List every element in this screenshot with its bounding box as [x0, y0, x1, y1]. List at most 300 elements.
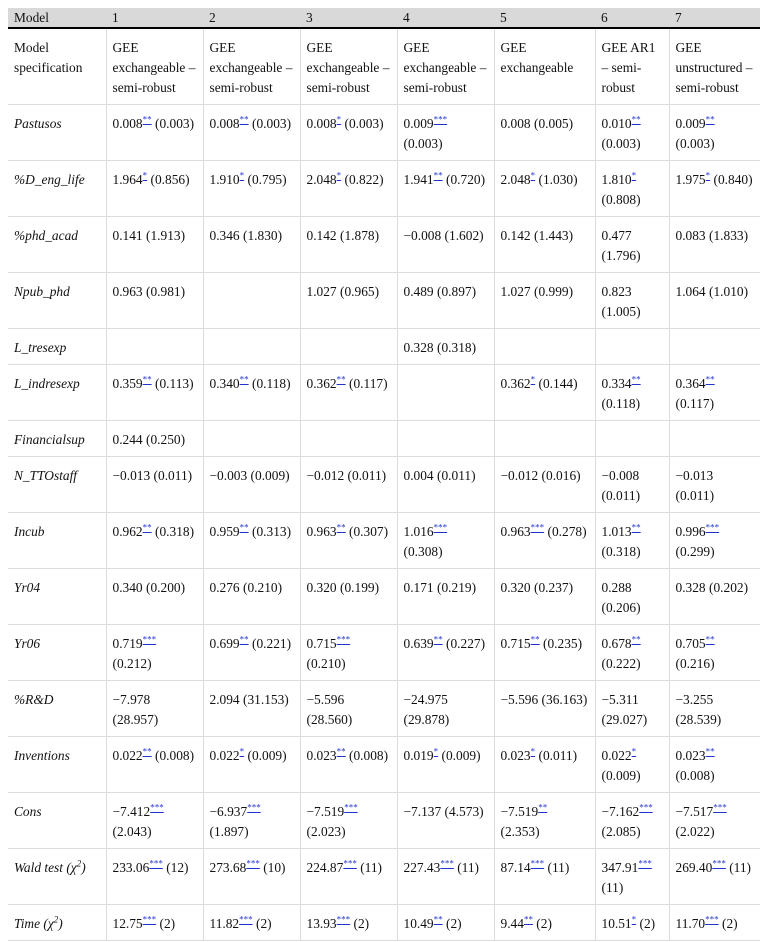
- value-cell: [300, 457, 397, 513]
- coefficient: 0.699: [209, 636, 240, 651]
- standard-error: (11): [729, 860, 751, 875]
- significance-footnote-link[interactable]: *: [705, 170, 711, 181]
- value-cell: [106, 513, 203, 569]
- value-cell: [494, 681, 595, 737]
- coefficient: 0.244: [112, 432, 143, 447]
- value-cell: [595, 793, 669, 849]
- standard-error: (0.003): [252, 116, 292, 131]
- coefficient: 0.023: [500, 748, 531, 763]
- standard-error: (0.008): [155, 748, 195, 763]
- coefficient: 0.715: [306, 636, 337, 651]
- standard-error: (0.011): [437, 468, 476, 483]
- coefficient: 13.93: [306, 916, 337, 931]
- standard-error: (36.163): [541, 692, 588, 707]
- significance-footnote-link[interactable]: *: [530, 170, 536, 181]
- significance-footnote-link[interactable]: *: [631, 914, 637, 925]
- significance-footnote-link[interactable]: **: [239, 634, 249, 645]
- coefficient: 0.008: [112, 116, 143, 131]
- value-cell: [106, 161, 203, 217]
- significance-footnote-link[interactable]: ***: [433, 522, 448, 533]
- significance-footnote-link[interactable]: **: [433, 634, 443, 645]
- standard-error: (0.221): [252, 636, 292, 651]
- value-cell: [106, 905, 203, 941]
- significance-footnote-link[interactable]: **: [705, 634, 715, 645]
- standard-error: (0.227): [446, 636, 486, 651]
- value-cell: [397, 681, 494, 737]
- row-label: %R&D: [8, 681, 106, 737]
- table-row: [8, 365, 760, 421]
- coefficient: 1.064: [675, 284, 706, 299]
- coefficient: 227.43: [403, 860, 441, 875]
- value-cell: [595, 625, 669, 681]
- significance-footnote-link[interactable]: *: [631, 746, 637, 757]
- standard-error: (12): [166, 860, 189, 875]
- value-cell: [300, 329, 397, 365]
- significance-footnote-link[interactable]: *: [530, 746, 536, 757]
- header-model-label: Model: [8, 8, 106, 28]
- standard-error: (0.313): [252, 524, 292, 539]
- significance-footnote-link[interactable]: ***: [530, 522, 545, 533]
- spec-cell: GEE exchangeable – semi-robust: [106, 28, 203, 105]
- significance-footnote-link[interactable]: **: [705, 374, 715, 385]
- significance-footnote-link[interactable]: **: [433, 914, 443, 925]
- standard-error: (2): [159, 916, 176, 931]
- table-row: [8, 329, 760, 365]
- value-cell: [397, 849, 494, 905]
- row-label: Financialsup: [8, 421, 106, 457]
- spec-cell: GEE exchangeable: [494, 28, 595, 105]
- table-row: [8, 217, 760, 273]
- significance-footnote-link[interactable]: ***: [149, 858, 163, 869]
- standard-error: (0.008): [349, 748, 389, 763]
- standard-error: (0.003): [344, 116, 384, 131]
- coefficient: 0.171: [403, 580, 434, 595]
- row-label: Yr06: [8, 625, 106, 681]
- standard-error: (31.153): [243, 692, 289, 707]
- spec-cell: GEE unstructured – semi-robust: [669, 28, 760, 105]
- value-cell: [397, 793, 494, 849]
- value-cell: [106, 737, 203, 793]
- coefficient: −7.162: [601, 804, 640, 819]
- significance-footnote-link[interactable]: ***: [713, 802, 727, 813]
- standard-error: (2): [256, 916, 272, 931]
- standard-error: (1.602): [444, 228, 484, 243]
- standard-error: (0.720): [446, 172, 486, 187]
- value-cell: [494, 625, 595, 681]
- value-cell: [300, 365, 397, 421]
- table-row: [8, 849, 760, 905]
- standard-error: (0.011): [153, 468, 193, 483]
- coefficient: −24.975: [403, 692, 448, 707]
- coefficient: 0.008: [306, 116, 337, 131]
- standard-error: (28.539): [675, 712, 722, 727]
- standard-error: (4.573): [444, 804, 484, 819]
- value-cell: [595, 737, 669, 793]
- value-cell: [300, 217, 397, 273]
- standard-error: (0.999): [534, 284, 574, 299]
- standard-error: (0.318): [437, 340, 477, 355]
- value-cell: [203, 681, 300, 737]
- value-cell: [300, 737, 397, 793]
- standard-error: (0.210): [306, 656, 346, 671]
- value-cell: [595, 421, 669, 457]
- coefficient: −5.311: [601, 692, 639, 707]
- value-cell: [595, 569, 669, 625]
- coefficient: 0.141: [112, 228, 143, 243]
- significance-footnote-link[interactable]: ***: [142, 914, 157, 925]
- standard-error: (0.318): [601, 544, 641, 559]
- significance-footnote-link[interactable]: ***: [433, 114, 448, 125]
- standard-error: (11): [457, 860, 479, 875]
- table-row: [8, 625, 760, 681]
- significance-footnote-link[interactable]: **: [631, 114, 641, 125]
- value-cell: [203, 329, 300, 365]
- standard-error: (0.299): [675, 544, 715, 559]
- coefficient: −0.003: [209, 468, 248, 483]
- standard-error: (0.008): [675, 768, 715, 783]
- coefficient: −0.013: [112, 468, 151, 483]
- value-cell: [494, 513, 595, 569]
- value-cell: [494, 793, 595, 849]
- significance-footnote-link[interactable]: *: [530, 374, 536, 385]
- coefficient: 273.68: [209, 860, 247, 875]
- value-cell: [300, 273, 397, 329]
- value-cell: [494, 105, 595, 161]
- standard-error: (0.822): [344, 172, 384, 187]
- row-label: %phd_acad: [8, 217, 106, 273]
- coefficient: 0.008: [209, 116, 240, 131]
- significance-footnote-link[interactable]: **: [538, 802, 548, 813]
- table-row: [8, 421, 760, 457]
- coefficient: 12.75: [112, 916, 143, 931]
- value-cell: [669, 681, 760, 737]
- standard-error: (0.808): [601, 192, 641, 207]
- standard-error: (2): [353, 916, 370, 931]
- standard-error: (0.016): [541, 468, 581, 483]
- coefficient: 0.022: [209, 748, 240, 763]
- coefficient: 347.91: [601, 860, 639, 875]
- significance-footnote-link[interactable]: ***: [440, 858, 454, 869]
- standard-error: (0.117): [349, 376, 388, 391]
- coefficient: 0.142: [500, 228, 531, 243]
- significance-footnote-link[interactable]: ***: [639, 802, 653, 813]
- significance-footnote-link[interactable]: ***: [638, 858, 652, 869]
- standard-error: (0.856): [150, 172, 190, 187]
- significance-footnote-link[interactable]: **: [239, 114, 249, 125]
- value-cell: [595, 329, 669, 365]
- standard-error: (29.027): [601, 712, 648, 727]
- standard-error: (0.009): [247, 748, 287, 763]
- significance-footnote-link[interactable]: *: [631, 170, 637, 181]
- standard-error: (0.009): [441, 748, 481, 763]
- value-cell: [397, 457, 494, 513]
- coefficient: 1.027: [500, 284, 531, 299]
- coefficient: 0.009: [675, 116, 706, 131]
- significance-footnote-link[interactable]: **: [530, 634, 540, 645]
- significance-footnote-link[interactable]: *: [433, 746, 439, 757]
- coefficient: 2.094: [209, 692, 240, 707]
- coefficient: 1.941: [403, 172, 434, 187]
- coefficient: 0.004: [403, 468, 434, 483]
- coefficient: 0.023: [675, 748, 706, 763]
- coefficient: 0.083: [675, 228, 706, 243]
- standard-error: (0.981): [146, 284, 186, 299]
- significance-footnote-link[interactable]: *: [239, 746, 245, 757]
- value-cell: [669, 905, 760, 941]
- standard-error: (1.913): [146, 228, 186, 243]
- standard-error: (0.011): [538, 748, 578, 763]
- significance-footnote-link[interactable]: ***: [239, 914, 253, 925]
- table-body: [8, 28, 760, 941]
- row-label: Npub_phd: [8, 273, 106, 329]
- significance-footnote-link[interactable]: **: [239, 522, 249, 533]
- coefficient: 1.810: [601, 172, 632, 187]
- standard-error: (2.022): [675, 824, 715, 839]
- significance-footnote-link[interactable]: **: [523, 914, 533, 925]
- coefficient: 87.14: [500, 860, 531, 875]
- standard-error: (0.200): [146, 580, 186, 595]
- standard-error: (0.219): [437, 580, 477, 595]
- value-cell: [106, 421, 203, 457]
- standard-error: (0.009): [601, 768, 641, 783]
- value-cell: [106, 625, 203, 681]
- value-cell: [300, 681, 397, 737]
- coefficient: 2.048: [306, 172, 337, 187]
- row-label: %D_eng_life: [8, 161, 106, 217]
- standard-error: (0.840): [713, 172, 753, 187]
- significance-footnote-link[interactable]: ***: [705, 914, 719, 925]
- significance-footnote-link[interactable]: *: [142, 170, 148, 181]
- standard-error: (0.216): [675, 656, 715, 671]
- value-cell: [669, 217, 760, 273]
- standard-error: (0.003): [601, 136, 641, 151]
- significance-footnote-link[interactable]: ***: [336, 634, 351, 645]
- value-cell: [106, 569, 203, 625]
- value-cell: [300, 161, 397, 217]
- standard-error: (0.011): [601, 488, 641, 503]
- header-row: [8, 8, 760, 28]
- significance-footnote-link[interactable]: ***: [712, 858, 726, 869]
- value-cell: [669, 569, 760, 625]
- significance-footnote-link[interactable]: **: [631, 634, 641, 645]
- standard-error: (11): [360, 860, 382, 875]
- standard-error: (2.023): [306, 824, 346, 839]
- coefficient: −7.519: [500, 804, 539, 819]
- value-cell: [669, 513, 760, 569]
- significance-footnote-link[interactable]: *: [239, 170, 245, 181]
- significance-footnote-link[interactable]: ***: [247, 802, 261, 813]
- table-row: [8, 905, 760, 941]
- value-cell: [203, 905, 300, 941]
- value-cell: [494, 217, 595, 273]
- row-label: Cons: [8, 793, 106, 849]
- significance-footnote-link[interactable]: **: [705, 746, 715, 757]
- significance-footnote-link[interactable]: ***: [142, 634, 157, 645]
- standard-error: (0.250): [146, 432, 186, 447]
- spec-cell: GEE AR1 – semi-robust: [595, 28, 669, 105]
- coefficient: −0.008: [601, 468, 640, 483]
- table-row: [8, 513, 760, 569]
- coefficient: 0.364: [675, 376, 706, 391]
- standard-error: (1.830): [243, 228, 283, 243]
- value-cell: [203, 217, 300, 273]
- significance-footnote-link[interactable]: **: [631, 522, 641, 533]
- value-cell: [106, 849, 203, 905]
- value-cell: [397, 737, 494, 793]
- significance-footnote-link[interactable]: **: [142, 114, 152, 125]
- standard-error: (0.009): [250, 468, 290, 483]
- value-cell: [595, 105, 669, 161]
- coefficient: 0.489: [403, 284, 434, 299]
- significance-footnote-link[interactable]: **: [142, 374, 152, 385]
- standard-error: (11): [547, 860, 570, 875]
- value-cell: [300, 105, 397, 161]
- value-cell: [595, 681, 669, 737]
- spec-cell: GEE exchangeable – semi-robust: [300, 28, 397, 105]
- coefficient: 0.022: [601, 748, 632, 763]
- coefficient: 0.678: [601, 636, 632, 651]
- value-cell: [397, 625, 494, 681]
- coefficient: 0.328: [403, 340, 434, 355]
- coefficient: 0.328: [675, 580, 706, 595]
- header-column-1: 1: [106, 8, 203, 28]
- significance-footnote-link[interactable]: ***: [530, 858, 545, 869]
- coefficient: −7.517: [675, 804, 714, 819]
- significance-footnote-link[interactable]: **: [142, 522, 152, 533]
- coefficient: 1.910: [209, 172, 240, 187]
- value-cell: [397, 905, 494, 941]
- standard-error: (2.085): [601, 824, 641, 839]
- standard-error: (0.003): [675, 136, 715, 151]
- coefficient: −7.412: [112, 804, 151, 819]
- significance-footnote-link[interactable]: **: [631, 374, 641, 385]
- standard-error: (28.560): [306, 712, 353, 727]
- standard-error: (2): [536, 916, 552, 931]
- value-cell: [595, 273, 669, 329]
- standard-error: (1.010): [709, 284, 749, 299]
- value-cell: [494, 421, 595, 457]
- significance-footnote-link[interactable]: **: [336, 522, 346, 533]
- coefficient: −0.012: [306, 468, 345, 483]
- spec-cell: GEE exchangeable – semi-robust: [397, 28, 494, 105]
- value-cell: [397, 421, 494, 457]
- coefficient: 11.70: [675, 916, 706, 931]
- significance-footnote-link[interactable]: ***: [705, 522, 720, 533]
- significance-footnote-link[interactable]: *: [336, 170, 342, 181]
- value-cell: [203, 737, 300, 793]
- value-cell: [203, 105, 300, 161]
- value-cell: [397, 329, 494, 365]
- spec-cell: GEE exchangeable – semi-robust: [203, 28, 300, 105]
- standard-error: (0.005): [534, 116, 574, 131]
- coefficient: 1.016: [403, 524, 434, 539]
- coefficient: 0.963: [112, 284, 143, 299]
- significance-footnote-link[interactable]: ***: [150, 802, 164, 813]
- coefficient: 0.142: [306, 228, 337, 243]
- significance-footnote-link[interactable]: **: [336, 374, 346, 385]
- coefficient: 0.963: [306, 524, 337, 539]
- coefficient: 0.008: [500, 116, 531, 131]
- table-row: [8, 161, 760, 217]
- significance-footnote-link[interactable]: ***: [246, 858, 260, 869]
- row-label: Pastusos: [8, 105, 106, 161]
- standard-error: (0.318): [155, 524, 195, 539]
- coefficient: 0.320: [306, 580, 337, 595]
- coefficient: 0.334: [601, 376, 632, 391]
- value-cell: [300, 569, 397, 625]
- value-cell: [300, 849, 397, 905]
- standard-error: (2.353): [500, 824, 540, 839]
- value-cell: [106, 329, 203, 365]
- significance-footnote-link[interactable]: **: [142, 746, 152, 757]
- value-cell: [203, 161, 300, 217]
- coefficient: 0.010: [601, 116, 632, 131]
- significance-footnote-link[interactable]: **: [239, 374, 249, 385]
- coefficient: 0.320: [500, 580, 531, 595]
- coefficient: 1.964: [112, 172, 143, 187]
- value-cell: [106, 793, 203, 849]
- significance-footnote-link[interactable]: **: [705, 114, 715, 125]
- coefficient: 0.340: [209, 376, 240, 391]
- row-label: N_TTOstaff: [8, 457, 106, 513]
- coefficient: 10.49: [403, 916, 434, 931]
- significance-footnote-link[interactable]: ***: [343, 858, 357, 869]
- value-cell: [106, 273, 203, 329]
- standard-error: (1.005): [601, 304, 641, 319]
- significance-footnote-link[interactable]: ***: [344, 802, 358, 813]
- value-cell: [669, 365, 760, 421]
- value-cell: [106, 365, 203, 421]
- row-label: Incub: [8, 513, 106, 569]
- coefficient: −3.255: [675, 692, 714, 707]
- significance-footnote-link[interactable]: **: [433, 170, 443, 181]
- header-column-7: 7: [669, 8, 760, 28]
- value-cell: [203, 457, 300, 513]
- standard-error: (2): [639, 916, 656, 931]
- value-cell: [595, 217, 669, 273]
- table-row: [8, 793, 760, 849]
- value-cell: [595, 161, 669, 217]
- standard-error: (1.833): [709, 228, 749, 243]
- header-column-2: 2: [203, 8, 300, 28]
- value-cell: [397, 273, 494, 329]
- coefficient: 0.705: [675, 636, 706, 651]
- standard-error: (0.235): [543, 636, 583, 651]
- value-cell: [595, 513, 669, 569]
- value-cell: [494, 905, 595, 941]
- significance-footnote-link[interactable]: ***: [336, 914, 351, 925]
- coefficient: −0.008: [403, 228, 442, 243]
- value-cell: [300, 421, 397, 457]
- standard-error: (0.202): [709, 580, 749, 595]
- coefficient: 1.975: [675, 172, 706, 187]
- coefficient: 0.823: [601, 284, 632, 299]
- significance-footnote-link[interactable]: *: [336, 114, 342, 125]
- row-label: L_tresexp: [8, 329, 106, 365]
- significance-footnote-link[interactable]: **: [336, 746, 346, 757]
- coefficient: 2.048: [500, 172, 531, 187]
- value-cell: [203, 513, 300, 569]
- standard-error: (28.957): [112, 712, 159, 727]
- coefficient: 0.639: [403, 636, 434, 651]
- value-cell: [494, 329, 595, 365]
- value-cell: [397, 513, 494, 569]
- value-cell: [494, 569, 595, 625]
- value-cell: [669, 849, 760, 905]
- standard-error: (0.206): [601, 600, 641, 615]
- coefficient: 0.022: [112, 748, 143, 763]
- value-cell: [494, 273, 595, 329]
